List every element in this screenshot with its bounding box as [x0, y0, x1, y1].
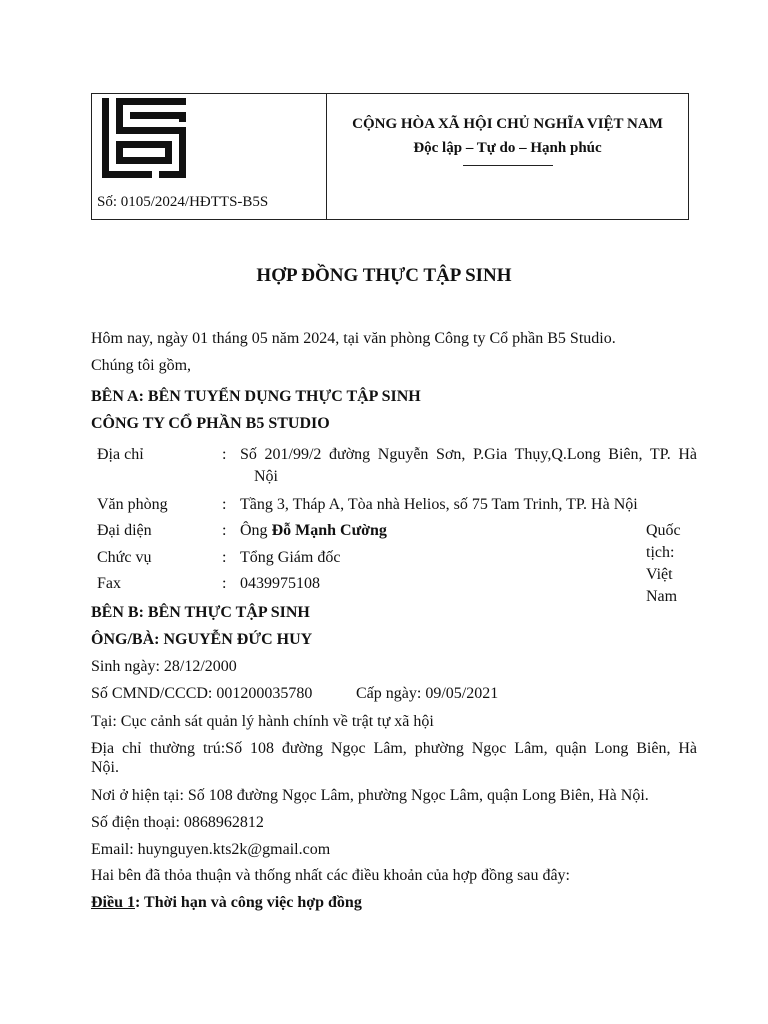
contract-number: Số: 0105/2024/HĐTTS-B5S — [97, 194, 269, 210]
id-number: Số CMND/CCCD: 001200035780 — [91, 685, 313, 702]
representative-label: Đại diện — [97, 522, 152, 539]
article-1-title: : Thời hạn và công việc hợp đồng — [135, 894, 362, 911]
agreement-statement: Hai bên đã thỏa thuận và thống nhất các điều khoản của hợp đồng sau đây: — [91, 867, 570, 884]
representative-name: Đỗ Mạnh Cường — [271, 522, 387, 539]
address-value-line-2: Nội — [254, 468, 278, 485]
colon: : — [222, 522, 227, 539]
header-left-cell — [92, 94, 327, 219]
party-b-permanent-address-line-1: Địa chỉ thường trú:Số 108 đường Ngọc Lâm, phường Ngọc Lâm, quận Long Biên, Hà — [91, 740, 697, 757]
address-label: Địa chỉ — [97, 446, 144, 463]
colon: : — [222, 446, 227, 463]
party-b-email: Email: huynguyen.kts2k@gmail.com — [91, 841, 331, 858]
colon: : — [222, 496, 227, 513]
party-b-permanent-address-line-2: Nội. — [91, 759, 119, 776]
article-1-heading — [91, 893, 697, 913]
intro-line-1: Hôm nay, ngày 01 tháng 05 năm 2024, tại văn phòng Công ty Cổ phần B5 Studio. — [91, 330, 616, 347]
id-issue-date: Cấp ngày: 09/05/2021 — [356, 685, 499, 702]
document-title: HỢP ĐỒNG THỰC TẬP SINH — [256, 265, 512, 286]
representative-prefix: Ông — [240, 522, 268, 539]
article-1-label: Điều 1 — [91, 894, 135, 911]
fax-label: Fax — [97, 575, 121, 592]
office-value: Tầng 3, Tháp A, Tòa nhà Helios, số 75 Tam Trinh, TP. Hà Nội — [240, 496, 638, 513]
party-b-name: ÔNG/BÀ: NGUYỄN ĐỨC HUY — [91, 631, 313, 648]
header-right-cell — [327, 94, 688, 219]
party-b-id-row — [91, 684, 697, 704]
party-b-current-address: Nơi ở hiện tại: Số 108 đường Ngọc Lâm, phường Ngọc Lâm, quận Long Biên, Hà Nội. — [91, 787, 649, 804]
national-title: CỘNG HÒA XÃ HỘI CHỦ NGHĨA VIỆT NAM — [352, 116, 663, 132]
party-b-dob: Sinh ngày: 28/12/2000 — [91, 658, 237, 675]
b5-studio-logo — [102, 98, 186, 178]
party-a-heading: BÊN A: BÊN TUYỂN DỤNG THỰC TẬP SINH — [91, 388, 421, 405]
nationality: Quốc tịch: Việt Nam — [646, 522, 681, 605]
national-motto: Độc lập – Tự do – Hạnh phúc — [413, 140, 602, 156]
party-b-heading: BÊN B: BÊN THỰC TẬP SINH — [91, 604, 310, 621]
office-label: Văn phòng — [97, 496, 168, 513]
intro-line-2: Chúng tôi gồm, — [91, 357, 192, 374]
position-label: Chức vụ — [97, 549, 152, 566]
party-b-issued-at: Tại: Cục cảnh sát quản lý hành chính về trật tự xã hội — [91, 713, 434, 730]
motto-underline — [463, 165, 553, 166]
party-b-phone: Số điện thoại: 0868962812 — [91, 814, 264, 831]
header-box — [91, 93, 689, 220]
position-value: Tổng Giám đốc — [240, 549, 341, 566]
address-value-line-1: Số 201/99/2 đường Nguyễn Sơn, P.Gia Thụy,Q.Long Biên, TP. Hà — [240, 446, 697, 463]
colon: : — [222, 549, 227, 566]
colon: : — [222, 575, 227, 592]
fax-value: 0439975108 — [240, 575, 320, 592]
party-a-company: CÔNG TY CỔ PHẦN B5 STUDIO — [91, 415, 330, 432]
